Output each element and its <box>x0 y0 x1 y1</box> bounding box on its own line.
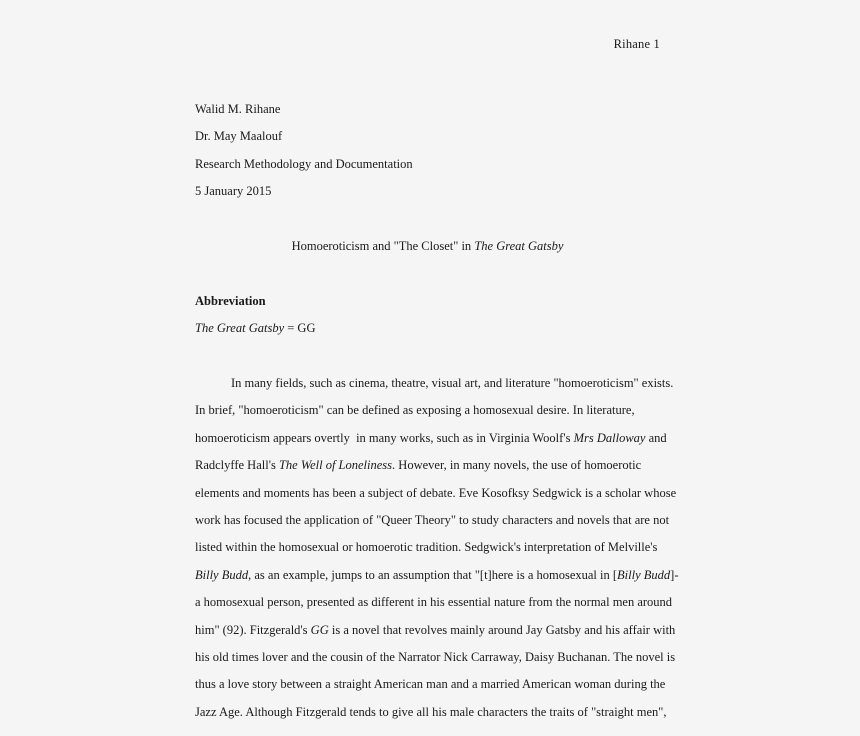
paragraph-line <box>195 480 677 507</box>
paragraph-line <box>195 644 676 671</box>
text-segment: work has focused the application of "Queer Theory" to study characters and novels that are not <box>195 513 670 528</box>
page-title-main: Homoeroticism and "The Closet" in <box>291 239 475 254</box>
text-segment: a homosexual person, presented as different in his essential nature from the normal men around <box>195 595 673 610</box>
text-segment: ]- <box>670 567 679 582</box>
course-name: Research Methodology and Documentation <box>195 156 413 171</box>
text-segment: his old times lover and the cousin of the Narrator Nick Carraway, Daisy Buchanan. The novel is <box>195 650 676 665</box>
page-title <box>195 233 660 260</box>
submission-date: 5 January 2015 <box>195 184 272 199</box>
paragraph-line <box>195 562 679 589</box>
author-name: Walid M. Rihane <box>195 102 281 116</box>
document-body <box>195 96 679 726</box>
text-segment: In many fields, such as cinema, theatre, visual art, and literature "homoeroticism" exists. <box>231 376 674 391</box>
abbreviation-work-italic: The Great Gatsby <box>195 321 285 336</box>
paragraph-line <box>195 699 665 726</box>
text-segment: , as an example, jumps to an assumption that "[t]here is a homosexual in [ <box>248 567 618 582</box>
text-segment: Radclyffe Hall's <box>195 458 279 473</box>
text-segment: him" (92). Fitzgerald's <box>195 622 311 637</box>
spacer-after-title <box>195 260 665 287</box>
text-segment: is a novel that revolves mainly around Jay Gatsby and his affair with <box>328 622 676 637</box>
paragraph-line <box>195 507 670 534</box>
text-segment-italic: Billy Budd <box>617 567 671 582</box>
text-segment: In brief, "homoeroticism" can be defined as exposing a homosexual desire. In literature, <box>195 403 635 418</box>
paragraph-line <box>195 452 665 479</box>
abbreviation-entry <box>195 315 665 342</box>
paragraph-line <box>195 671 665 698</box>
running-head: Rihane 1 <box>613 37 660 51</box>
text-segment: Jazz Age. Although Fitzgerald tends to give all his male characters the traits of "straight men", <box>195 704 667 719</box>
text-segment: homoeroticism appears overtly in many works, such as in Virginia Woolf's <box>195 430 574 445</box>
mla-heading-block <box>195 96 665 206</box>
spacer-before-paragraph <box>195 343 665 370</box>
text-segment: . However, in many novels, the use of homoerotic <box>392 458 642 473</box>
text-segment: listed within the homosexual or homoerotic tradition. Sedgwick's interpretation of Melville's <box>195 540 658 555</box>
paragraph-line <box>195 425 665 452</box>
text-segment-italic: The Well of Loneliness <box>278 458 393 473</box>
paragraph-line <box>195 397 665 424</box>
text-segment-italic: Billy Budd <box>195 567 249 582</box>
spacer-before-title <box>195 206 665 233</box>
paragraph-line <box>195 589 673 616</box>
paragraph-line <box>195 617 676 644</box>
text-segment: elements and moments has been a subject of debate. Eve Kosofksy Sedgwick is a scholar whose <box>195 485 677 500</box>
instructor-name: Dr. May Maalouf <box>195 129 283 144</box>
page-title-work-italic: The Great Gatsby <box>474 239 564 254</box>
text-segment: thus a love story between a straight American man and a married American woman during the <box>195 677 666 692</box>
paragraph-line <box>195 534 665 561</box>
abbreviation-equals: = GG <box>284 321 316 336</box>
text-segment-italic: Mrs Dalloway <box>573 430 646 445</box>
text-segment-italic: GG <box>310 622 329 637</box>
paragraph-line <box>195 370 674 397</box>
section-heading-abbreviation: Abbreviation <box>195 293 266 308</box>
body-paragraph <box>195 370 679 726</box>
text-segment: and <box>645 430 667 445</box>
